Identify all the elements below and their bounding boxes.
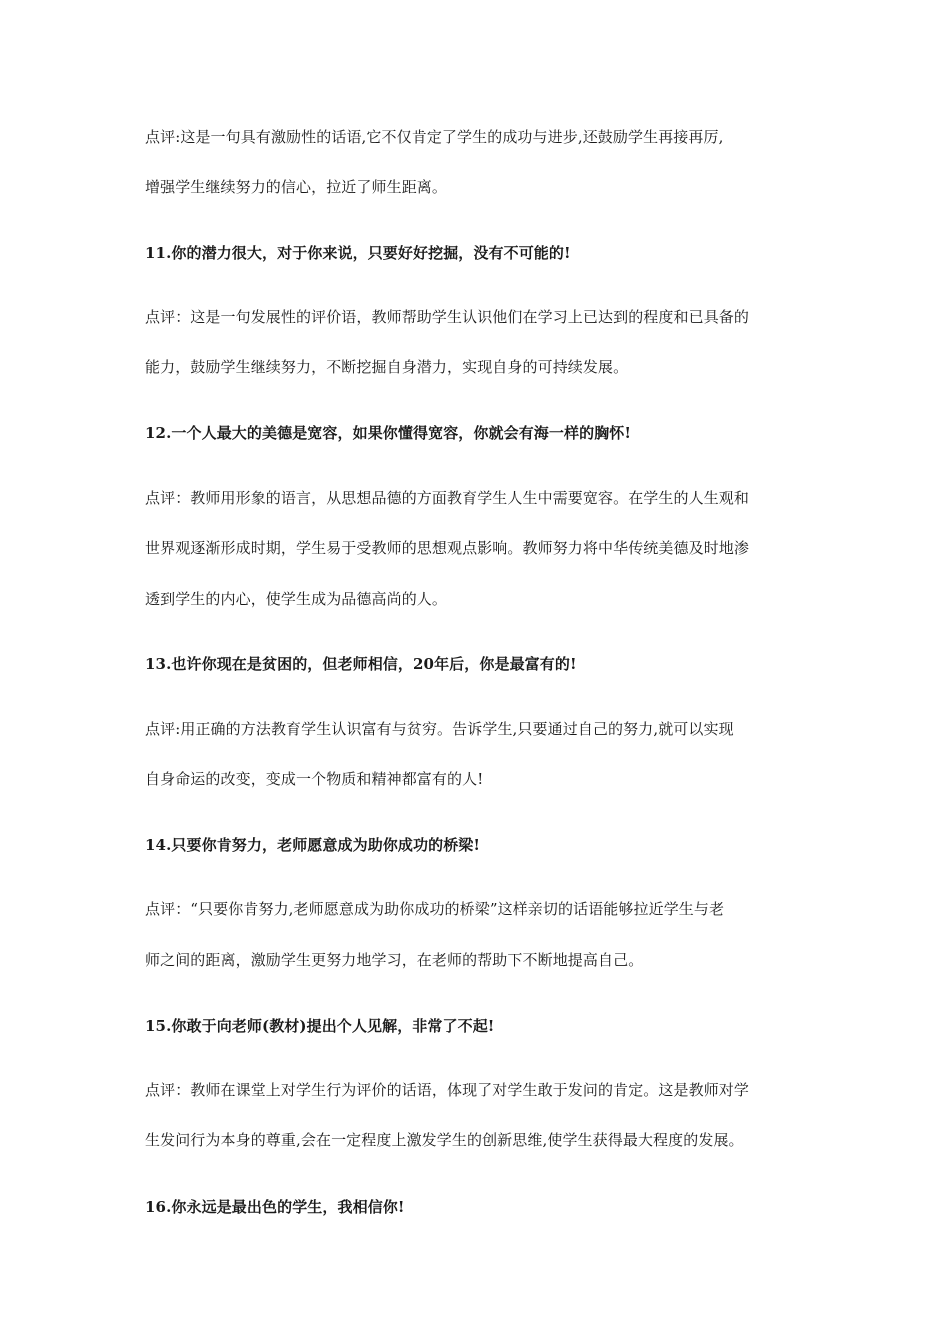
comment-line: 点评：这是一句发展性的评价语，教师帮助学生认识他们在学习上已达到的程度和已具备的 [145, 308, 750, 326]
comment-line: 透到学生的内心，使学生成为品德高尚的人。 [145, 590, 448, 608]
comment-line: 师之间的距离，激励学生更努力地学习，在老师的帮助下不断地提高自己。 [145, 951, 644, 969]
comment-line: 点评:用正确的方法教育学生认识富有与贫穷。告诉学生,只要通过自己的努力,就可以实现 [145, 720, 734, 738]
item-heading-15: 15.你敢于向老师(教材)提出个人见解，非常了不起! [145, 1017, 495, 1035]
comment-line: 点评：教师在课堂上对学生行为评价的话语，体现了对学生敢于发问的肯定。这是教师对学 [145, 1081, 750, 1099]
item-heading-11: 11.你的潜力很大，对于你来说，只要好好挖掘，没有不可能的! [145, 244, 571, 262]
comment-line: 增强学生继续努力的信心，拉近了师生距离。 [145, 178, 448, 196]
comment-line: 点评：“只要你肯努力,老师愿意成为助你成功的桥梁”这样亲切的话语能够拉近学生与老 [145, 900, 725, 918]
item-heading-16: 16.你永远是最出色的学生，我相信你! [145, 1198, 405, 1216]
comment-line: 自身命运的改变，变成一个物质和精神都富有的人! [145, 770, 484, 788]
item-heading-13: 13.也许你现在是贫困的，但老师相信，20年后，你是最富有的! [145, 655, 577, 673]
comment-line: 点评:这是一句具有激励性的话语,它不仅肯定了学生的成功与进步,还鼓励学生再接再厉, [145, 128, 724, 146]
comment-line: 点评：教师用形象的语言，从思想品德的方面教育学生人生中需要宽容。在学生的人生观和 [145, 489, 750, 507]
comment-line: 世界观逐渐形成时期，学生易于受教师的思想观点影响。教师努力将中华传统美德及时地渗 [145, 539, 750, 557]
comment-line: 生发问行为本身的尊重,会在一定程度上激发学生的创新思维,使学生获得最大程度的发展。 [145, 1131, 744, 1149]
item-heading-14: 14.只要你肯努力，老师愿意成为助你成功的桥梁! [145, 836, 481, 854]
item-heading-12: 12.一个人最大的美德是宽容，如果你懂得宽容，你就会有海一样的胸怀! [145, 424, 632, 442]
comment-line: 能力，鼓励学生继续努力，不断挖掘自身潜力，实现自身的可持续发展。 [145, 358, 629, 376]
